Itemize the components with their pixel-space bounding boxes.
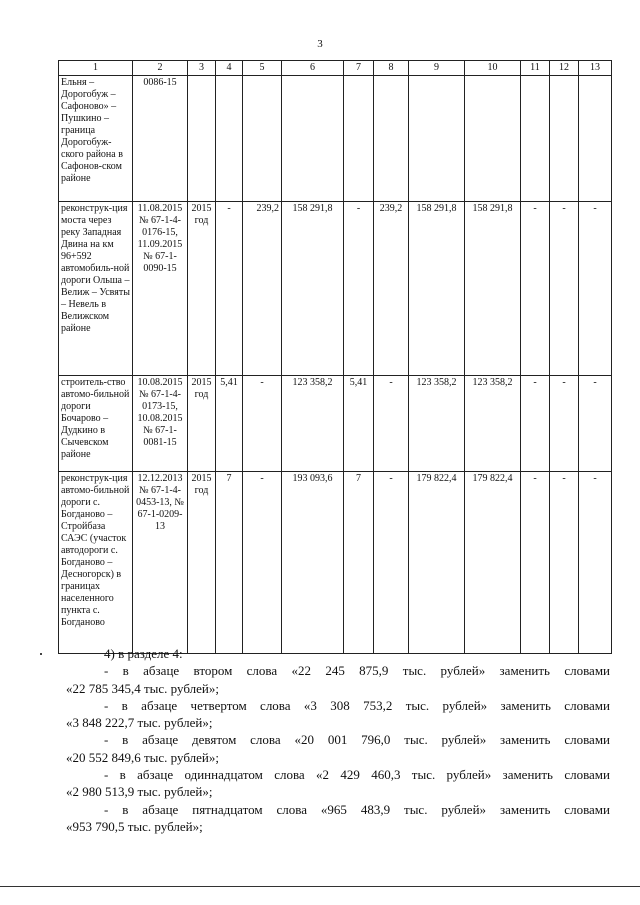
amendment-text: - в абзаце пятнадцатом слова «965 483,9 тыс. рублей» заменить словами <box>104 801 610 817</box>
table-cell: - <box>521 202 550 376</box>
expertise-cell: 12.12.2013 № 67-1-4-0453-13, № 67-1-0209-13 <box>133 472 188 654</box>
amendment-text: - в абзаце одиннадцатом слова «2 429 460,3 тыс. рублей» заменить словами <box>104 767 610 783</box>
header-cell: 13 <box>579 61 612 76</box>
page-bottom-rule <box>0 886 640 887</box>
table-cell: 123 358,2 <box>465 376 521 472</box>
table-cell <box>409 76 465 202</box>
table-cell <box>465 76 521 202</box>
table-row <box>59 376 612 472</box>
table-cell: 123 358,2 <box>409 376 465 472</box>
header-cell: 6 <box>282 61 344 76</box>
amendment-replacement: «22 785 345,4 тыс. рублей»; <box>66 680 219 696</box>
amendment-item <box>66 766 610 801</box>
header-cell: 10 <box>465 61 521 76</box>
expertise-cell: 10.08.2015 № 67-1-4-0173-15, 10.08.2015 № 67-1-0081-15 <box>133 376 188 472</box>
object-name-cell: строитель-ство автомо-бильной дороги Бочарово – Дудкино в Сычевском районе <box>59 376 133 472</box>
table-cell <box>344 76 374 202</box>
header-cell: 12 <box>550 61 579 76</box>
table-cell: - <box>550 202 579 376</box>
header-cell: 2 <box>133 61 188 76</box>
table-row <box>59 472 612 654</box>
header-cell: 11 <box>521 61 550 76</box>
table-cell: - <box>243 376 282 472</box>
table-cell: - <box>216 202 243 376</box>
table-cell: 239,2 <box>374 202 409 376</box>
amendment-item <box>66 801 610 836</box>
table-cell: 158 291,8 <box>465 202 521 376</box>
table-cell: 5,41 <box>216 376 243 472</box>
table-cell: - <box>579 202 612 376</box>
section-heading: 4) в разделе 4: <box>104 646 183 661</box>
table-cell: - <box>344 202 374 376</box>
amendment-text: - в абзаце втором слова «22 245 875,9 тыс. рублей» заменить словами <box>104 663 610 679</box>
table-cell <box>521 76 550 202</box>
amendment-replacement: «953 790,5 тыс. рублей»; <box>66 818 203 834</box>
object-name-cell: реконструк-ция автомо-бильной дороги с. Богданово – Стройбаза САЭС (участок автодороги с. Богданово – Десногорск) в границах населенного пункта с. Богданово <box>59 472 133 654</box>
header-cell: 8 <box>374 61 409 76</box>
amendment-replacement: «2 980 513,9 тыс. рублей»; <box>66 784 213 800</box>
table-cell: - <box>550 376 579 472</box>
table-cell: - <box>374 376 409 472</box>
table-cell: 239,2 <box>243 202 282 376</box>
table-row <box>59 76 612 202</box>
amendment-replacement: «20 552 849,6 тыс. рублей»; <box>66 749 219 765</box>
table-cell: - <box>243 472 282 654</box>
table-cell: - <box>550 472 579 654</box>
expertise-cell: 0086-15 <box>133 76 188 202</box>
table-cell: - <box>579 376 612 472</box>
year-cell: 2015 год <box>188 376 216 472</box>
table-cell <box>243 76 282 202</box>
amendments-block <box>66 645 610 835</box>
amendment-text: - в абзаце девятом слова «20 001 796,0 тыс. рублей» заменить словами <box>104 732 610 748</box>
table-cell: 5,41 <box>344 376 374 472</box>
table-cell: 179 822,4 <box>409 472 465 654</box>
header-cell: 4 <box>216 61 243 76</box>
table-cell: 158 291,8 <box>409 202 465 376</box>
table-cell: - <box>521 472 550 654</box>
header-cell: 5 <box>243 61 282 76</box>
amendment-item <box>66 731 610 766</box>
table-cell: 7 <box>344 472 374 654</box>
table-cell: 193 093,6 <box>282 472 344 654</box>
table-cell <box>216 76 243 202</box>
table-cell: 179 822,4 <box>465 472 521 654</box>
table-header-row <box>59 61 612 76</box>
amendment-item <box>66 697 610 732</box>
header-cell: 3 <box>188 61 216 76</box>
table-cell: - <box>374 472 409 654</box>
year-cell: 2015 год <box>188 202 216 376</box>
expertise-cell: 11.08.2015 № 67-1-4-0176-15, 11.09.2015 № 67-1-0090-15 <box>133 202 188 376</box>
table-cell <box>282 76 344 202</box>
table-cell: 7 <box>216 472 243 654</box>
header-cell: 1 <box>59 61 133 76</box>
table-cell: 123 358,2 <box>282 376 344 472</box>
table-row <box>59 202 612 376</box>
amendment-text: - в абзаце четвертом слова «3 308 753,2 тыс. рублей» заменить словами <box>104 697 610 713</box>
amendment-item <box>66 662 610 697</box>
table-cell <box>374 76 409 202</box>
object-name-cell: реконструк-ция моста через реку Западная Двина на км 96+592 автомобиль-ной дороги Ольша – Велиж – Усвяты – Невель в Велижском районе <box>59 202 133 376</box>
investment-table <box>58 60 612 654</box>
table-cell <box>550 76 579 202</box>
object-name-cell: Ельня – Дорогобуж – Сафоново» – Пушкино – граница Дорогобуж-ского района в Сафонов-ском районе <box>59 76 133 202</box>
table-cell <box>579 76 612 202</box>
amendment-replacement: «3 848 222,7 тыс. рублей»; <box>66 715 213 731</box>
header-cell: 9 <box>409 61 465 76</box>
year-cell: 2015 год <box>188 472 216 654</box>
header-cell: 7 <box>344 61 374 76</box>
table-cell: - <box>579 472 612 654</box>
margin-mark <box>40 653 42 655</box>
table-cell: - <box>521 376 550 472</box>
table-cell: 158 291,8 <box>282 202 344 376</box>
page-number: 3 <box>317 38 323 50</box>
table-cell <box>188 76 216 202</box>
